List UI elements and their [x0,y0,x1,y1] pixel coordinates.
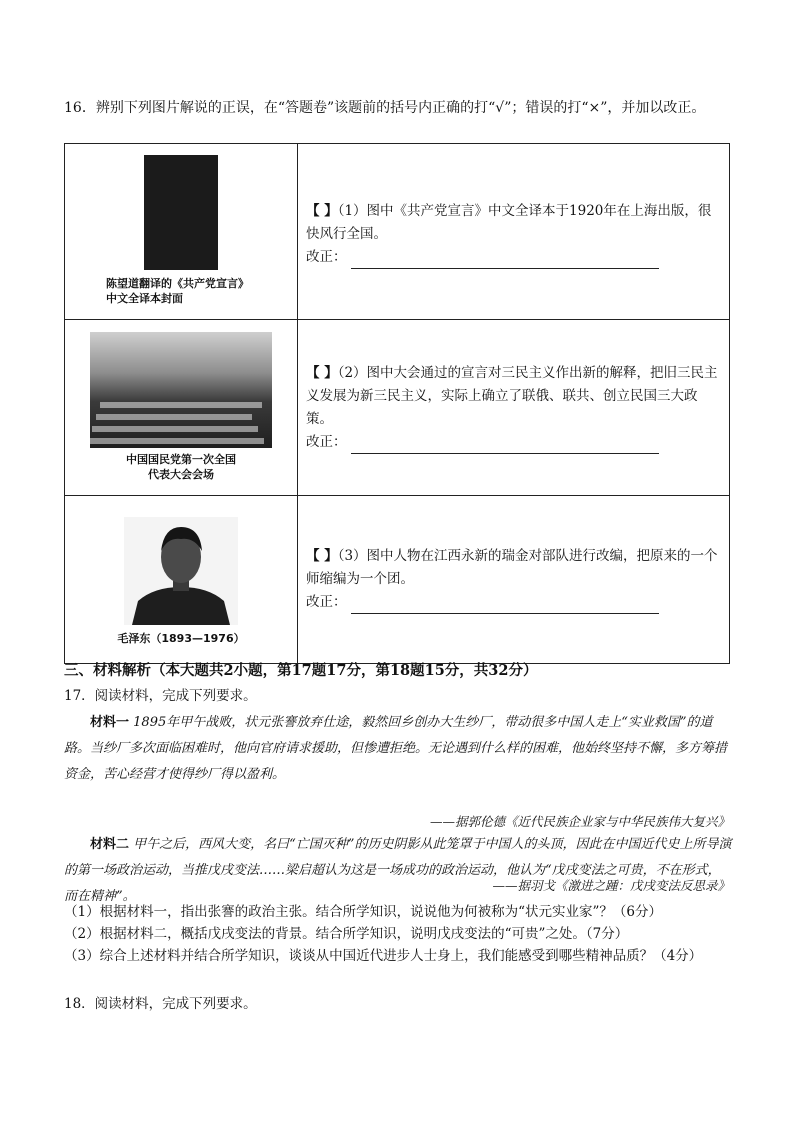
material-1-source: ——据郭伦德《近代民族企业家与中华民族伟大复兴》 [429,814,730,829]
question-16-prompt: 16．辨别下列图片解说的正误，在“答题卷”该题前的括号内正确的打“√”；错误的打“×”，并加以改正。 [64,100,706,116]
correction-label: 改正： [306,594,347,610]
question-17-sub-3: （3）综合上述材料并结合所学知识，谈谈从中国近代进步人士身上，我们能感受到哪些精神品质？（4分） [64,948,703,964]
image-caption: 毛泽东（1893—1976） [117,632,245,645]
statement-cell [298,144,730,320]
correction-label: 改正： [306,249,347,265]
answer-bracket[interactable]: 【 】 [306,364,338,381]
image-caption: 中国国民党第一次全国代表大会会场 [126,452,236,481]
correction-line[interactable] [351,439,659,454]
question-17-sub-1: （1）根据材料一，指出张謇的政治主张。结合所学知识，说说他为何被称为“状元实业家”？（6分） [64,904,662,920]
manifesto-cover-image [144,155,218,270]
image-cell [65,320,298,496]
material-1-text: 1895年甲午战败，状元张謇放弃仕途，毅然回乡创办大生纱厂，带动很多中国人走上“实业救国”的道路。当纱厂多次面临困难时，他向官府请求援助，但惨遭拒绝。无论遇到什么样的困难，他始终坚持不懈，多方筹措资金，苦心经营才使得纱厂得以盈利。 [64,715,728,782]
question-17-prompt: 17．阅读材料，完成下列要求。 [64,688,257,704]
statement-cell [298,496,730,664]
image-caption: 陈望道翻译的《共产党宣言》中文全译本封面 [106,277,249,305]
correction-line[interactable] [351,254,659,269]
answer-bracket[interactable]: 【 】 [306,203,338,219]
material-2-text: 甲午之后，西风大变，名曰“亡国灭种”的历史阴影从此笼罩于中国人的头顶，因此在中国近代史上所导演的第一场政治运动，当推戊戌变法……梁启超认为这是一场成功的政治运动，他认为“戊戌变法之可贵，不在形式，而在精神”。 [64,837,732,904]
material-2-source: ——据羽戈《激进之踵：戊戌变法反思录》 [492,878,730,893]
material-2-label: 材料二 [90,837,130,852]
question-17-sub-2: （2）根据材料二，概括戊戌变法的背景。结合所学知识，说明戊戌变法的“可贵”之处。（7分） [64,926,629,942]
table-row [65,320,730,496]
congress-hall-image [90,332,272,448]
statement-cell [298,320,730,496]
portrait-image [124,517,238,625]
correction-label: 改正： [306,433,347,450]
correction-line[interactable] [351,599,659,614]
image-cell [65,144,298,320]
material-1 [64,710,732,788]
statement-text: （3）图中人物在江西永新的瑞金对部队进行改编，把原来的一个师缩编为一个团。 [306,548,718,587]
statement-text: （2）图中大会通过的宣言对三民主义作出新的解释，把旧三民主义发展为新三民主义，实际上确立了联俄、联共、创立民国三大政策。 [306,364,718,427]
table-row [65,144,730,320]
material-1-label: 材料一 [90,715,130,730]
table-row [65,496,730,664]
question-16-table [64,143,730,664]
portrait-figure-icon [124,517,238,625]
section-3-heading: 三、材料解析（本大题共2小题，第17题17分，第18题15分，共32分） [64,662,538,679]
answer-bracket[interactable]: 【 】 [306,548,338,564]
question-18-prompt: 18．阅读材料，完成下列要求。 [64,996,257,1012]
material-2 [64,832,732,910]
image-cell [65,496,298,664]
statement-text: （1）图中《共产党宣言》中文全译本于1920年在上海出版，很快风行全国。 [306,203,712,242]
